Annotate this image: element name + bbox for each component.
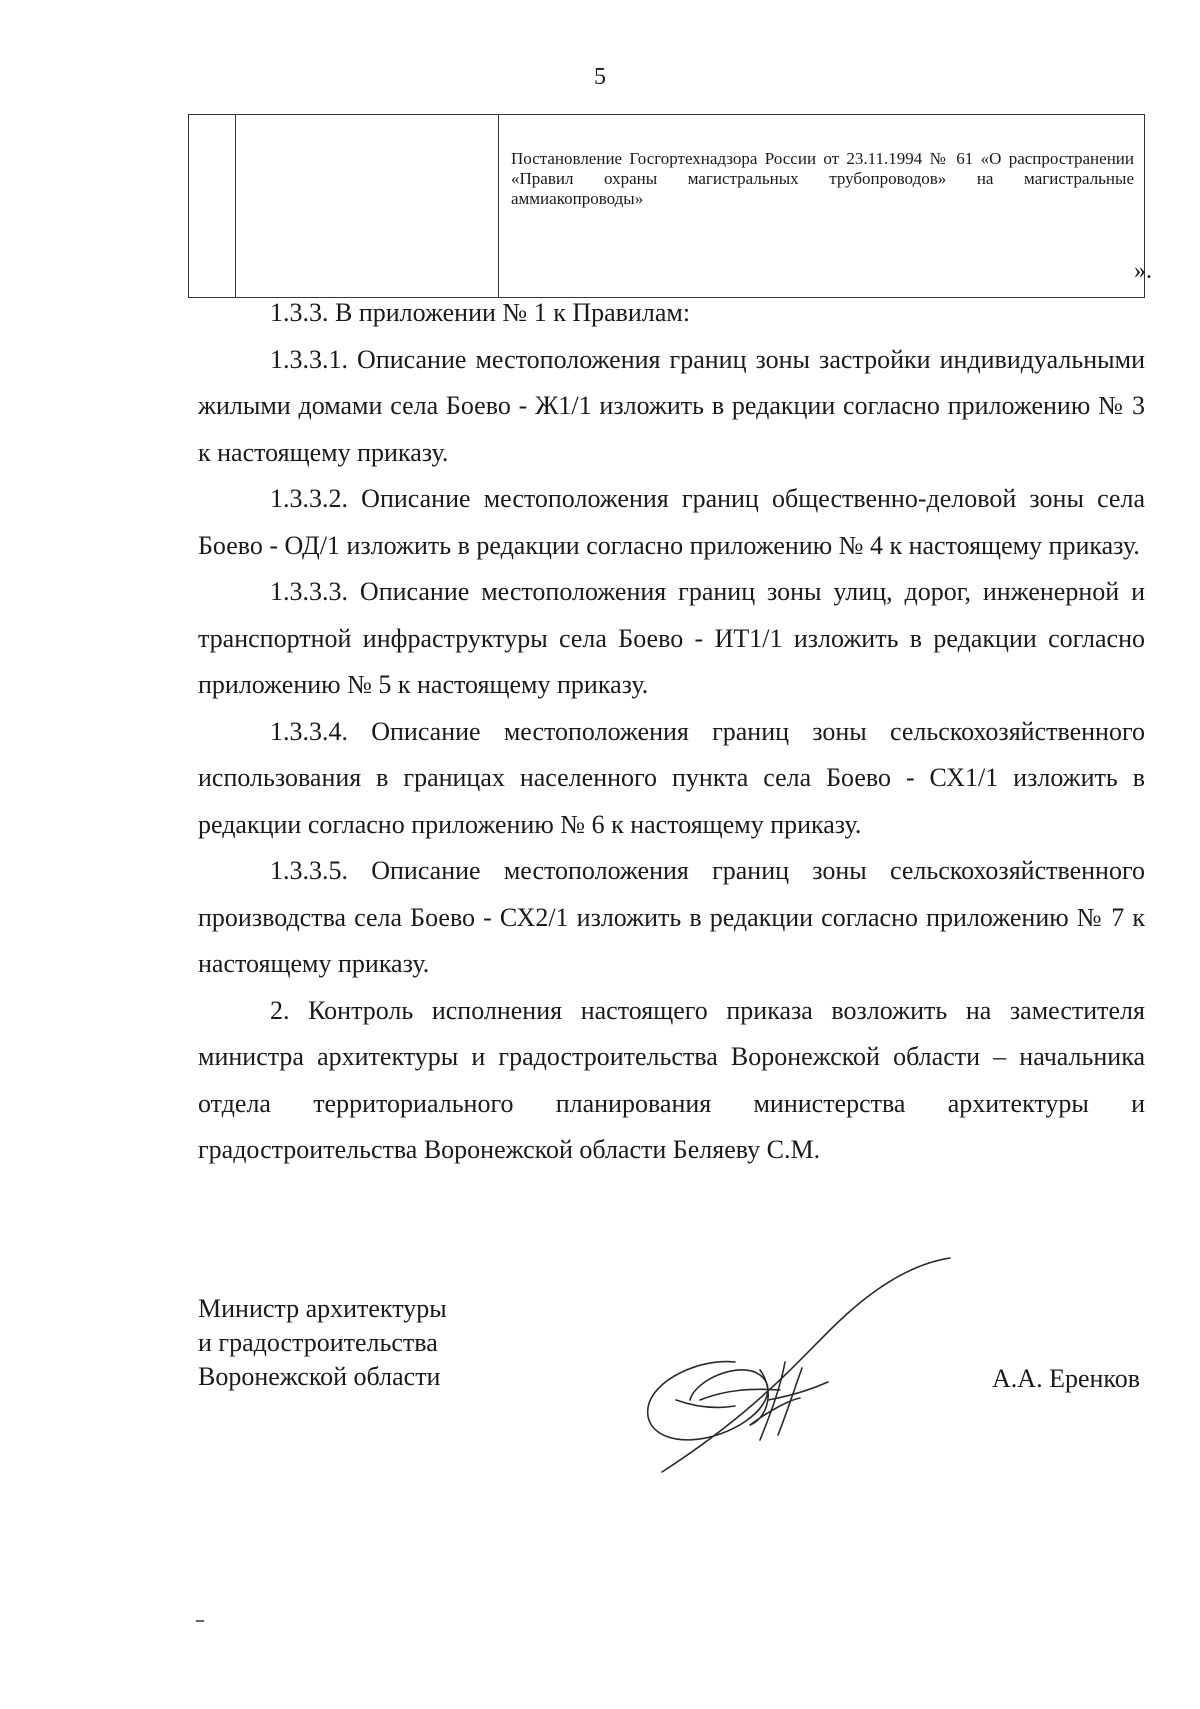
- paragraph-1-3-3-3: 1.3.3.3. Описание местоположения границ зоны улиц, дорог, инженерной и транспортной инфраструктуры села Боево - ИТ1/1 изложить в редакции согласно приложению № 5 к настоящему приказу.: [198, 577, 1145, 699]
- table-row: [189, 115, 1145, 298]
- handwritten-signature-icon: [640, 1250, 980, 1480]
- document-body: [198, 290, 1145, 1174]
- paragraph-1-3-3-1: 1.3.3.1. Описание местоположения границ зоны застройки индивидуальными жилыми домами села Боево - Ж1/1 изложить в редакции согласно приложению № 3 к настоящему приказу.: [198, 344, 1145, 467]
- signatory-title-line: Министр архитектуры: [198, 1294, 447, 1323]
- signatory-title-line: Воронежской области: [198, 1362, 441, 1391]
- paragraph-1-3-3-2: 1.3.3.2. Описание местоположения границ общественно-деловой зоны села Боево - ОД/1 изложить в редакции согласно приложению № 4 к настоящему приказу.: [198, 484, 1145, 560]
- page-number: 5: [594, 64, 606, 90]
- signatory-title: [198, 1292, 447, 1394]
- table-cell-legal-act: Постановление Госгортехнадзора России от 23.11.1994 № 61 «О распространении «Правил охраны магистральных трубопроводов» на магистральные аммиакопроводы»: [499, 115, 1145, 298]
- scan-speck: [196, 1620, 204, 1622]
- signatory-name: А.А. Еренков: [992, 1364, 1140, 1393]
- paragraph-1-3-3: 1.3.3. В приложении № 1 к Правилам:: [270, 298, 691, 327]
- paragraph-2: 2. Контроль исполнения настоящего приказа возложить на заместителя министра архитектуры и градостроительства Воронежской области – начальника отдела территориального планирования министерства архитектуры и градостроительства Воронежской области Беляеву С.М.: [198, 995, 1145, 1164]
- legal-acts-table: [188, 114, 1145, 298]
- paragraph-1-3-3-4: 1.3.3.4. Описание местоположения границ зоны сельскохозяйственного использования в границах населенного пункта села Боево - СХ1/1 изложить в редакции согласно приложению № 6 к настоящему приказу.: [198, 716, 1145, 839]
- table-cell-name: [236, 115, 499, 298]
- signatory-title-line: и градостроительства: [198, 1328, 438, 1357]
- table-cell-number: [189, 115, 236, 298]
- closing-quote: ».: [1134, 258, 1152, 284]
- paragraph-1-3-3-5: 1.3.3.5. Описание местоположения границ зоны сельскохозяйственного производства села Боево - СХ2/1 изложить в редакции согласно приложению № 7 к настоящему приказу.: [198, 856, 1145, 978]
